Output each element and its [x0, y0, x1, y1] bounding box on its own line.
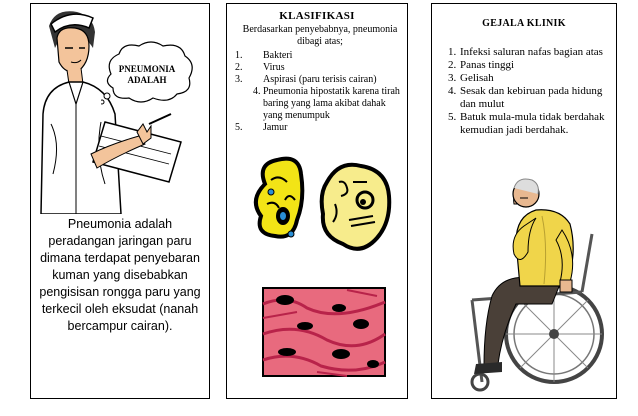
classification-intro: Berdasarkan penyebabnya, pneumonia dibagi atas;: [242, 24, 398, 47]
germ-cells-illustration: [227, 4, 407, 400]
bubble-line-1: PNEUMONIA: [118, 64, 176, 74]
item-number: 4.: [448, 85, 457, 97]
item-number: 2.: [448, 59, 457, 71]
item-text: Panas tinggi: [460, 59, 515, 71]
item-number: 5.: [448, 111, 457, 123]
item-number: 1.: [448, 46, 457, 58]
panel-classification: [226, 3, 408, 399]
item-number: 2.: [235, 62, 243, 73]
item-text: Batuk mula-mula tidak berdahak kemudian jadi berdahak.: [460, 111, 605, 136]
wheelchair-man-illustration: [432, 4, 616, 398]
item-number: 1.: [235, 50, 243, 61]
item-text: Pneumonia hipostatik karena tirah baring yang lama akibat dahak yang menumpuk: [263, 86, 400, 121]
item-text: Infeksi saluran nafas bagian atas: [460, 46, 603, 58]
panel-clinical-symptoms: [431, 3, 617, 399]
nurse-illustration: [31, 4, 209, 214]
item-text: Aspirasi (paru terisis cairan): [263, 74, 377, 85]
classification-title: KLASIFIKASI: [279, 10, 355, 22]
item-number: 5.: [235, 122, 243, 133]
item-text: Virus: [263, 62, 285, 73]
panel-definition: [30, 3, 210, 399]
pneumonia-definition: Pneumonia adalah peradangan jaringan paru dimana terdapat penyebaran kuman yang disebabkan pengisisan rongga paru yang terkecil oleh eksudat (nanah bercampur cairan).: [39, 217, 201, 333]
item-text: Gelisah: [460, 72, 494, 84]
item-number: 3.: [235, 74, 243, 85]
item-number: 3.: [448, 72, 457, 84]
speech-bubble: [107, 50, 187, 100]
symptoms-title: GEJALA KLINIK: [482, 18, 566, 29]
item-text: Jamur: [263, 122, 288, 133]
item-number: 4.: [253, 86, 261, 97]
bubble-line-2: ADALAH: [127, 75, 167, 85]
item-text: Sesak dan kebiruan pada hidung dan mulut: [460, 85, 603, 110]
item-text: Bakteri: [263, 50, 293, 61]
